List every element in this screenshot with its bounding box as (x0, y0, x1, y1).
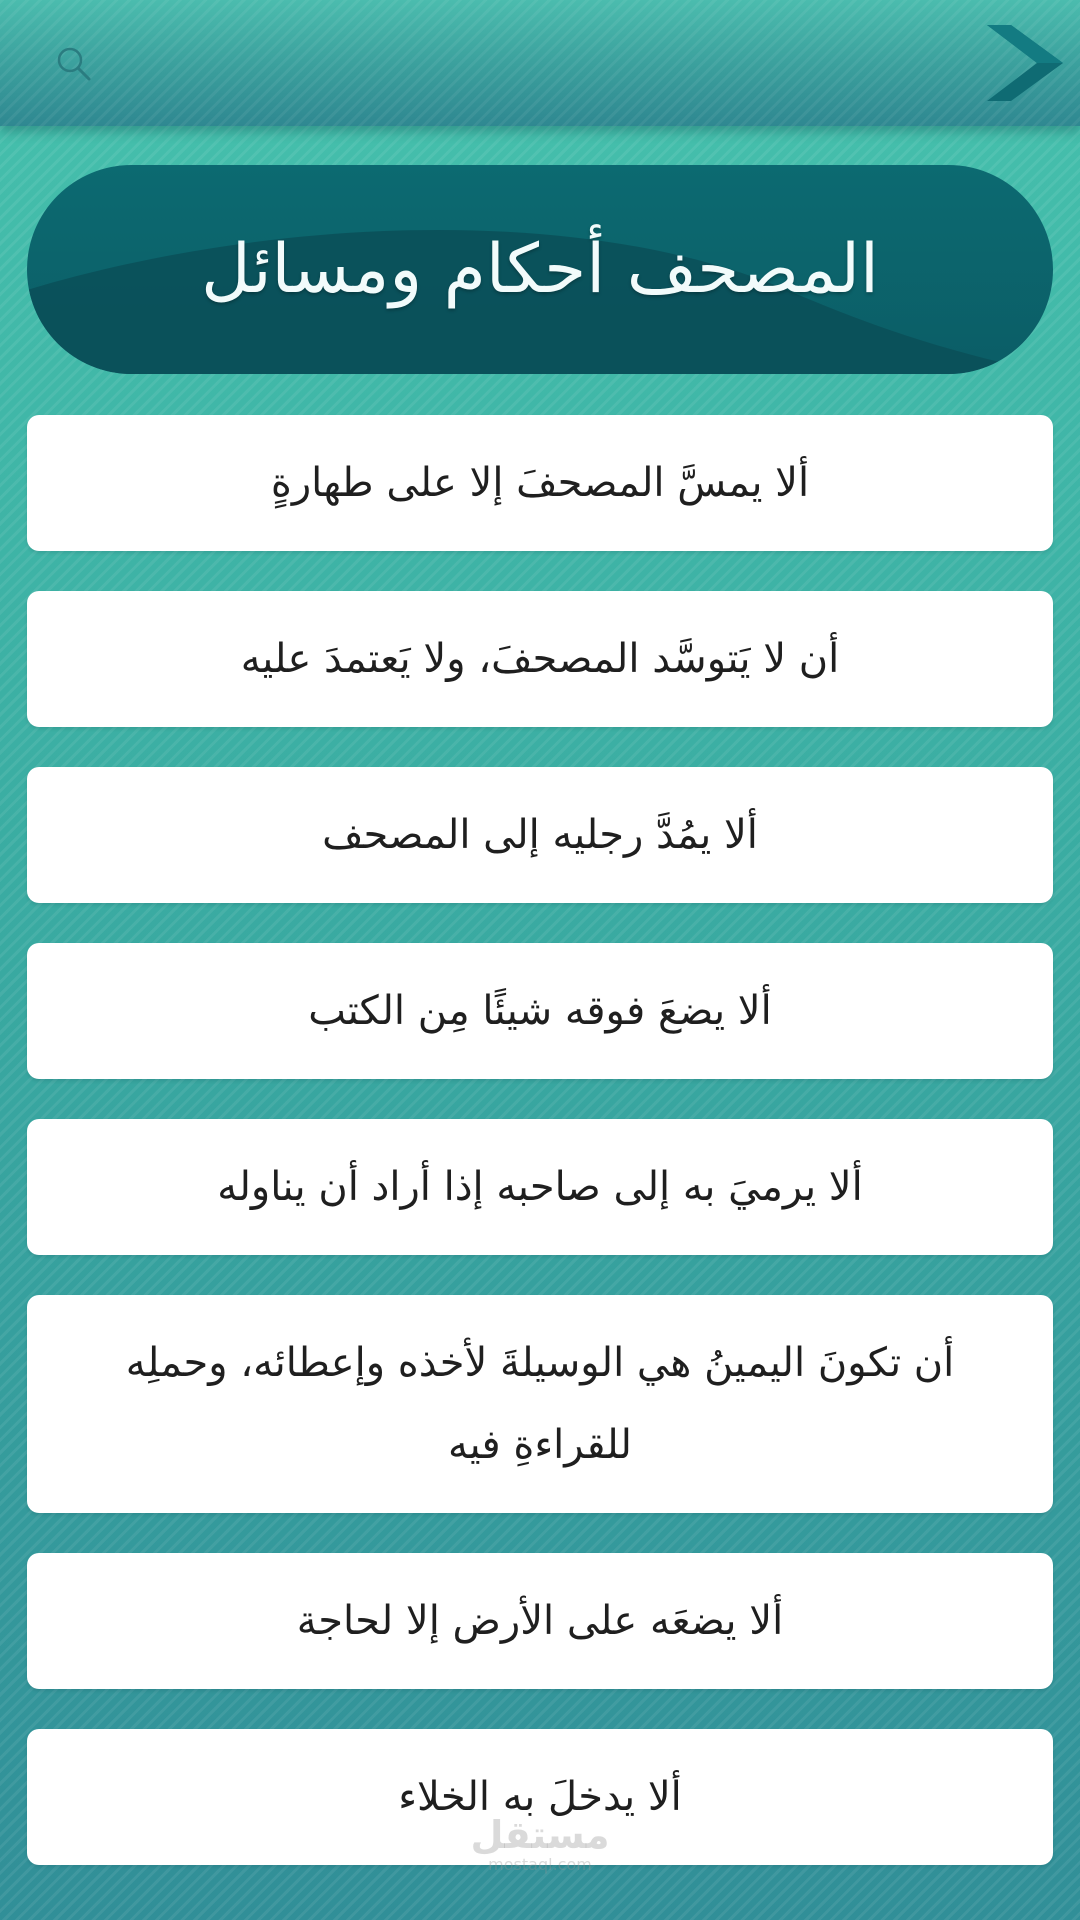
top-app-bar (0, 0, 1080, 126)
title-banner (27, 165, 1053, 374)
list-item[interactable]: أن لا يَتوسَّد المصحفَ، ولا يَعتمدَ عليه (27, 591, 1053, 727)
list-item[interactable]: ألا يدخلَ به الخلاء (27, 1729, 1053, 1865)
list-item[interactable]: ألا يمسَّ المصحفَ إلا على طهارةٍ (27, 415, 1053, 551)
list-item[interactable]: ألا يضعَ فوقه شيئًا مِن الكتب (27, 943, 1053, 1079)
watermark-latin: mostaql.com (488, 1855, 592, 1874)
watermark-arabic: مستقل (470, 1813, 610, 1857)
list-item[interactable]: ألا يضعَه على الأرض إلا لحاجة (27, 1553, 1053, 1689)
list-item[interactable]: ألا يرميَ به إلى صاحبه إذا أراد أن يناوله (27, 1119, 1053, 1255)
page-title: المصحف أحكام ومسائل (201, 230, 879, 309)
rules-list (27, 415, 1053, 1905)
search-icon (54, 44, 94, 84)
list-item[interactable]: ألا يمُدَّ رجليه إلى المصحف (27, 767, 1053, 903)
search-button[interactable] (44, 38, 104, 90)
chevron-right-icon (985, 23, 1065, 103)
list-item[interactable]: أن تكونَ اليمينُ هي الوسيلةَ لأخذه وإعطائه، وحملِه للقراءةِ فيه (27, 1295, 1053, 1513)
back-button[interactable] (980, 18, 1070, 108)
